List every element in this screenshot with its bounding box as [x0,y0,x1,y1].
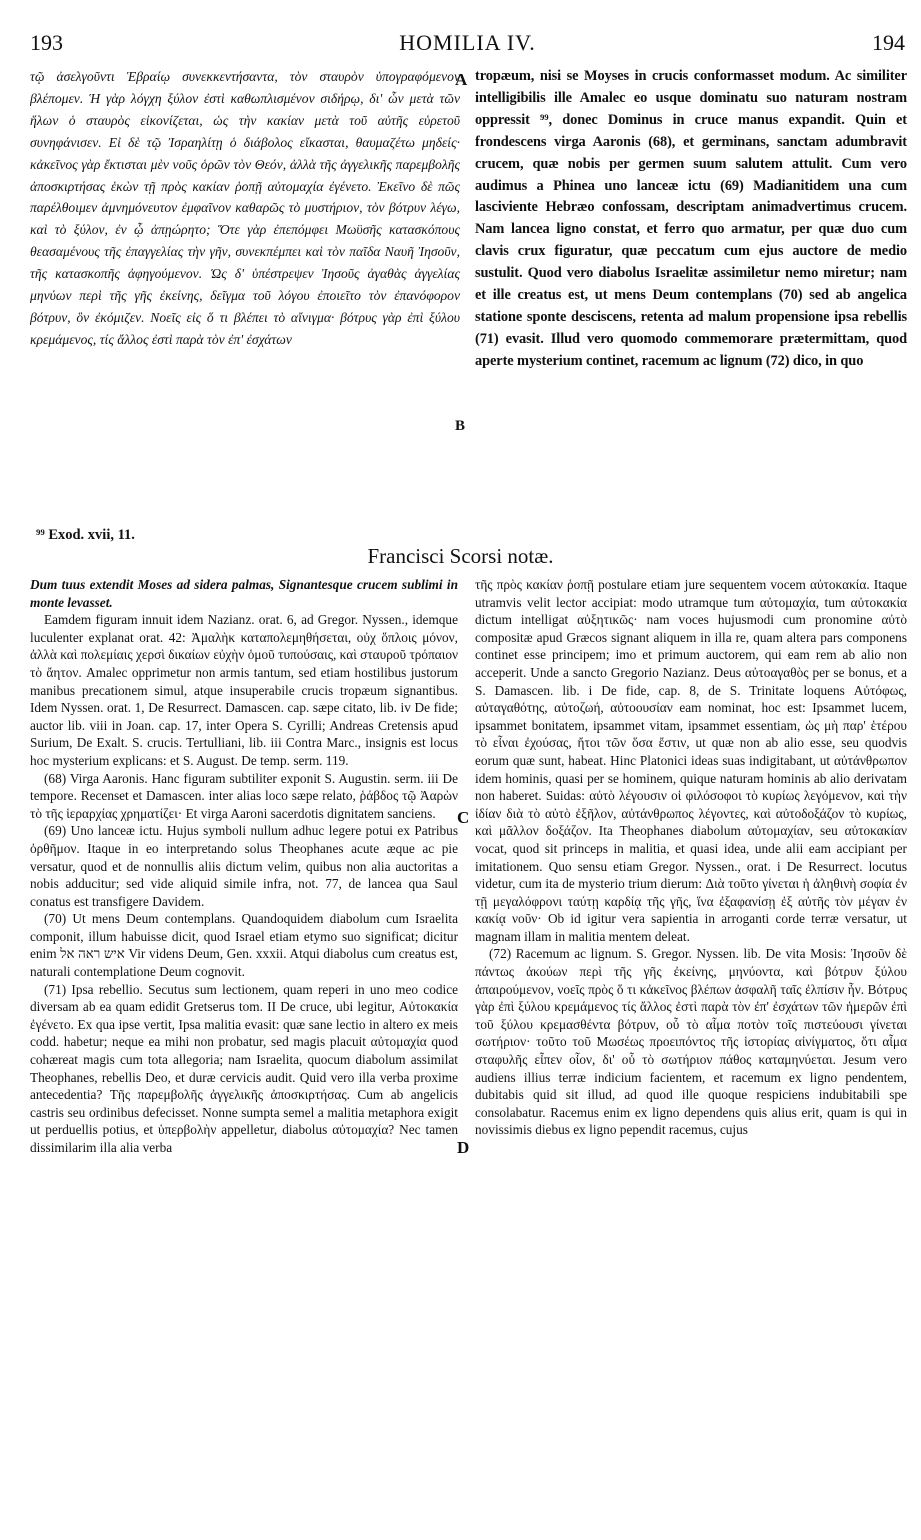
margin-marker-d: D [457,1138,470,1157]
margin-marker-a: A [455,70,468,89]
note-68: (68) Virga Aaronis. Hanc figuram subtiliter exponit S. Augustin. serm. iii De tempore. Recenset et Damascen. inter alias loco sæpe relato, ῥάβδος τῷ Ἀαρὼν τὸ τῆς ἱεραρχίας χρηματίζει· Et virga Aaroni sacerdotis dignitatem sanciens. [30,770,458,821]
page-header [30,30,905,58]
latin-text-column [475,66,907,546]
scripture-footnote: ⁹⁹ Exod. xvii, 11. [36,527,135,543]
note-paragraph: Eamdem figuram innuit idem Nazianz. orat. 6, ad Gregor. Nyssen., idemque luculenter explanat orat. 42: Ἀμαλὴκ καταπολεμηθήσεται, οὐχ ὅπλοις μόνον, ἀλλὰ καὶ πολεμίαις χερσὶ δικαίων εὐχὴν ὁμοῦ τυπούσαις, καὶ σταυροῦ τρόπαιον τὸ ἄητον. Amalec opprimetur non armis tantum, sed etiam hostilibus justorum manibus precationem simul, atque insuperabile crucis tropæum signantibus. Idem Nyssen. orat. 1, De Resurrect. Damascen. cap. sæpe citato, lib. iv De fide; auctor lib. viii in Joan. cap. 17, inter Opera S. Cyrilli; Andreas Cretensis apud Surium, De Exalt. S. crucis. Tertulliani, lib. iii Contra Marc., insignis est locus hoc mysterium explicans: et S. August. De temp. serm. 119. [30,612,458,768]
note-70: (70) Ut mens Deum contemplans. Quandoquidem diabolum cum Israelita componit, illum habuisse dicit, quod Israel etiam etymo suo significat; dicitur enim איש ראה אל Vir videns Deum, Gen. xxxii. Atqui diabolus cum creatus est, naturali contemplatione Deum cognovit. [30,911,458,980]
note-71: (71) Ipsa rebellio. Secutus sum lectionem, quam reperi in uno meo codice diversam ab ea quam edidit Gretserus tom. II De cruce, ubi legitur, Αὐτοκακία ἐγένετο. Ex qua ipse vertit, Ipsa malitia evasit: quæ sane lectio in altero ex meis codd. habetur; neque ea mihi non probatur, sed magis placuit αὐτομαχία quod cohæreat magis cum tota allegoria; nam Israelita, quocum diabolum assimilat Theophanes, rebellis Deo, et duræ cervicis audit. Quid vero illa verba proxime antecedentia? Τῆς παρεμβολῆς ἀγγελικῆς ἀποσκιρτήσας. Cum ab angelicis castris seu ordinibus defecisset. Nonne sumpta semel a malitia metaphora exigit ut perduellis potius, et ὑπερβολὴν appelletur, diabolus αὐτομαχία? Nec tamen dissimilarim illa alia verba [30,981,458,1155]
running-title: HOMILIA IV. [399,30,536,55]
greek-paragraph: τῷ ἀσελγοῦντι Ἑβραίῳ συνεκκεντήσαντα, τὸν σταυρὸν ὑπογραφόμενον βλέπομεν. Ἡ γὰρ λόγχη ξύλον ἐστὶ καθωπλισμένον σιδήρῳ, δι' ὧν μετὰ τῶν ἥλων ὁ σταυρὸς εἰκονίζεται, ὡς τὴν κακίαν μετὰ τοῦ αὐτῆς εὑρετοῦ συνηφάνισεν. Εἰ δὲ τῷ Ἰσραηλίτῃ ὁ διάβολος εἴκασται, θαυμαζέτω μηδείς· κἀκεῖνος γὰρ ἔκτισται μὲν νοῦς ὁρῶν τὸν Θεόν, ἀλλὰ τῆς ἀγγελικῆς παρεμβολῆς ἀποσκιρτήσας ἑκὼν τῇ πρὸς κακίαν ῥοπῇ αὐτομαχία ἐγένετο. Ἐκεῖνο δὲ πῶς παρέλθοιμεν ἀμνημόνευτον ἐμφαῖνον καθαρῶς τὸ μυστήριον, τὸν βότρυν λέγω, καὶ τὸ ξύλον, ἐν ᾧ ἀπῃώρητο; Ὅτε γὰρ ἐπεπόμφει Μωϋσῆς κατασκόπους θεασαμένους τῆς ἐπαγγελίας τὴν γῆν, συνεκπέμπει καὶ τὸν παῖδα Ναυῆ Ἰησοῦν, τῆς κατασκοπῆς ἀφηγούμενον. Ὡς δ' ὑπέστρεψεν Ἰησοῦς ἀγαθὰς ἀγγελίας μηνύων περὶ τῆς γῆς ἐκείνης, δεῖγμα τοῦ λόγου ἐποιεῖτο τὸν ἐπανόφορον βότρυν, ὃν ἐκόμιζεν. Νοεῖς εἰς ὅ τι βλέπει τὸ αἴνιγμα· βότρυς γὰρ ἐπὶ ξύλου κρεμάμενος, τίς ἄλλος ἐστὶ παρὰ τὸν ἐπ' ἐσχάτων [30,69,460,347]
page-number-right: 194 [872,30,905,55]
greek-text-column [30,66,460,526]
note-72: (72) Racemum ac lignum. S. Gregor. Nyssen. lib. De vita Mosis: Ἰησοῦν δὲ πάντως ἀκούων περὶ τῆς γῆς ἐκείνης, μηνύοντα, καὶ βότρυν ξύλου ἀπαιρούμενον, νοεῖς πρὸς ὅ τι κἀκεῖνος βλέπων ἀσφαλῆ ταῖς ἐλπίσιν ἦν. Βότρυς γὰρ ἐπὶ ξύλου κρεμάμενος τίς ἄλλος ἐστὶ παρὰ τὸν ἐπ' ἐσχάτων τῶν ἡμερῶν ἐπὶ τοῦ ξύλου κρεμασθέντα βότρυν, οὗ τὸ αἷμα ποτὸν τοῖς πιστεύουσι γίνεται σωτήριον· τοῦτο τοῦ Μωσέως προειπόντος τῆς ἱστορίας αἰνίγματος, ὅτι αἷμα σταφυλῆς εἶπεν οἶον, δι' οὗ τὸ σωτήριον πάθος καταμηνύεται. Jesum vero audiens illius terræ indicium facientem, et racemum ex ligno pendentem, dubitabis quid sit illud, ad quod ille quoque respiciens indubitabili spe consolabatur. Racemus enim ex ligno dependens quis alius erit, quam is qui in novissimis diebus ex ligno pependit racemus, cujus [475,946,907,1138]
margin-marker-c: C [457,808,470,827]
latin-paragraph: tropæum, nisi se Moyses in crucis conformasset modum. Ac similiter intelligibilis ille Amalec eo usque dominatu suo naturam nostram oppressit ⁹⁹, donec Dominus in cruce manus expandit. Quin et frondescens virga Aaronis (68), et germinans, sanctam adumbravit crucem, quæ nobis per germen suum salutem attulit. Cum vero audimus a Phinea uno lanceæ ictu (69) Madianitidem una cum lasciviente Hebræo confossam, descriptam animadvertimus crucem. Nam lancea ligno constat, et ferro quo armatur, per quæ duo cum clavis crux figuratur, quæ peccatum cum ejus auctore de medio sustulit. Quod vero diabolus Israelitæ assimiletur nemo miretur; nam et ille creatus est, ut mens Deum contemplans (70) sed ab angelica statione sponte desciscens, retenta ad malum propensione ipsa rebellis (71) evasit. Illud vero quomodo commemorare prætermittam, quod aperte mysterium continet, racemum ac lignum (72) dico, in quo [475,68,907,369]
notes-right-column [475,576,907,1516]
page-number-left: 193 [30,30,63,55]
notes-section-title: Francisci Scorsi notæ. [367,544,554,568]
note-continuation: τῆς πρὸς κακίαν ῥοπῇ postulare etiam jure sequentem vocem αὐτοκακία. Itaque utramvis velit lector accipiat: modo utramque tum αὐτομαχία, tum αὐτοκακία dictum intelligat αὐξητικῶς· nam voces hujusmodi cum pronomine αὐτὸ compositæ apud Græcos signant aliquem in illa re, quam altera pars componens continet esse principem; imo et primum auctorem, qui eam rem ab alio non acceperit. Unde a sancto Gregorio Nazianz. Deus αὐτοαγαθὸς per se bonus, et a S. Damascen. lib. i De fide, cap. 8, de S. Trinitate loquens Αὐτόφως, αὐταγαθότης, αὐτοζωή, αὐτοουσίαν eam nominat, hoc est: Ipsammet lucem, ipsammet bonitatem, ipsammet vitam, ipsammet essentiam, ὡς μὴ παρ' ἑτέρου τὸ εἶναι ἐχούσας, ἤτοι τῶν ὅσα ἔστιν, ut quæ non ab alio esse, seu quodvis eorum quæ sunt, habeat. Hinc Platonici ideas suas indigitabant, ut αὐτάνθρωπον idem hominis, quasi per se hominem, quique naturam hominis ab alio derivatam non haberet. Suidas: αὐτὸ λέγουσιν οἱ φιλόσοφοι τὸ κυρίως λεγόμενον, καὶ τὴν ἰδίαν διὰ τὸ αὐτὸ ἐξῆλον, αὐτάνθρωπος λέγοντες, καὶ αὐτοδοξάζον τὸ κυρίως, καὶ μᾶλλον δοξάζον. Ita Theophanes diabolum αὐτομαχίαν, seu αὐτοκακίαν vocat, quod sit princeps in malitia, et quasi idea, unde alii eam accipiant per imitationem. Quo sensu etiam Gregor. Nyssen., orat. i De Resurrect. locutus videtur, cum ita de mysterio trium dierum: Διὰ τοῦτο γίνεται ἡ ἀληθινὴ σοφία ἐν τῇ μεγαλόφρονι ταύτῃ καρδίᾳ τῆς γῆς, ἵνα ἐξαφανίσῃ ἐξ αὐτῆς τὸν μέγαν ἐν κακίᾳ νοῦν· Ob id igitur vera sapientia in arroganti corde terræ versatur, ut magnam illam in malitia mentem deleat. [475,577,907,944]
note-verse: Dum tuus extendit Moses ad sidera palmas, Signantesque crucem sublimi in monte levasset. [30,577,458,610]
note-69: (69) Uno lanceæ ictu. Hujus symboli nullum adhuc legere potui ex Patribus ὀρθῆμον. Itaque in eo interpretando solus Theophanes acute æque ac pie versatur, quod et de nonnullis aliis dictum velim, quibus non alia auctoritas a nobis adducitur; sed vide aliquid simile infra, not. 77, de lancea qua Saul conatus est transfigere Davidem. [30,823,458,909]
notes-left-column [30,576,458,1516]
margin-marker-b: B [455,418,466,434]
